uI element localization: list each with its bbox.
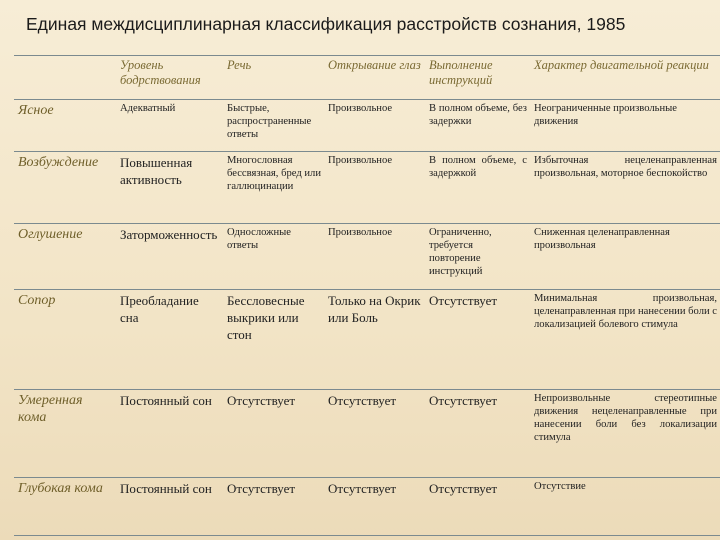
table-row [14,152,720,224]
table-cell: Отсутствует [425,390,530,478]
table-cell: Отсутствует [425,290,530,390]
state-cell: Оглушение [14,224,116,290]
header-cell-eye-opening: Открывание глаз [324,56,425,100]
table-cell: Бессловесные выкрики или стон [223,290,324,390]
table-row [14,290,720,390]
table-cell: Отсутствует [223,390,324,478]
table-cell: Адекватный [116,100,223,152]
table-cell: Ограниченно, требуется повторение инструкций [425,224,530,290]
table-cell: Избыточная нецеленаправленная произвольная, моторное беспокойство [530,152,720,224]
table-row [14,224,720,290]
table-row [14,100,720,152]
table-cell: Непроизвольные стереотипные движения нецеленаправленные при нанесении боли без локализации стимула [530,390,720,478]
table-cell: Постоянный сон [116,478,223,536]
table-cell: Отсутствует [425,478,530,536]
table-cell: В полном объеме, без задержки [425,100,530,152]
page-title: Единая междисциплинарная классификация расстройств сознания, 1985 [26,14,626,34]
state-cell: Сопор [14,290,116,390]
table-cell: Только на Окрик или Боль [324,290,425,390]
table-cell: В полном объеме, с задержкой [425,152,530,224]
state-cell: Ясное [14,100,116,152]
table-cell: Преобладание сна [116,290,223,390]
table-cell: Произвольное [324,100,425,152]
table-cell: Постоянный сон [116,390,223,478]
table-cell: Отсутствует [324,478,425,536]
table-cell: Отсутствие [530,478,720,536]
table-cell: Минимальная произвольная, целенаправленная при нанесении боли с локализацией болевого стимула [530,290,720,390]
state-cell: Глубокая кома [14,478,116,536]
table-row [14,390,720,478]
table-cell: Быстрые, распространенные ответы [223,100,324,152]
table-cell: Произвольное [324,152,425,224]
table-cell: Неограниченные произвольные движения [530,100,720,152]
header-cell-state [14,56,116,100]
table-cell: Многословная бессвязная, бред или галлюцинации [223,152,324,224]
table-header-row [14,56,720,100]
table-row [14,478,720,536]
table-cell: Односложные ответы [223,224,324,290]
header-cell-motor-response: Характер двигательной реакции [530,56,720,100]
table-cell: Сниженная целенаправленная произвольная [530,224,720,290]
table-cell: Заторможенность [116,224,223,290]
header-cell-instructions: Выполнение инструкций [425,56,530,100]
state-cell: Умеренная кома [14,390,116,478]
classification-table [14,55,720,536]
table-cell: Отсутствует [223,478,324,536]
table-cell: Произвольное [324,224,425,290]
state-cell: Возбуждение [14,152,116,224]
header-cell-speech: Речь [223,56,324,100]
table-cell: Отсутствует [324,390,425,478]
header-cell-wakefulness: Уровень бодрствования [116,56,223,100]
table-cell: Повышенная активность [116,152,223,224]
